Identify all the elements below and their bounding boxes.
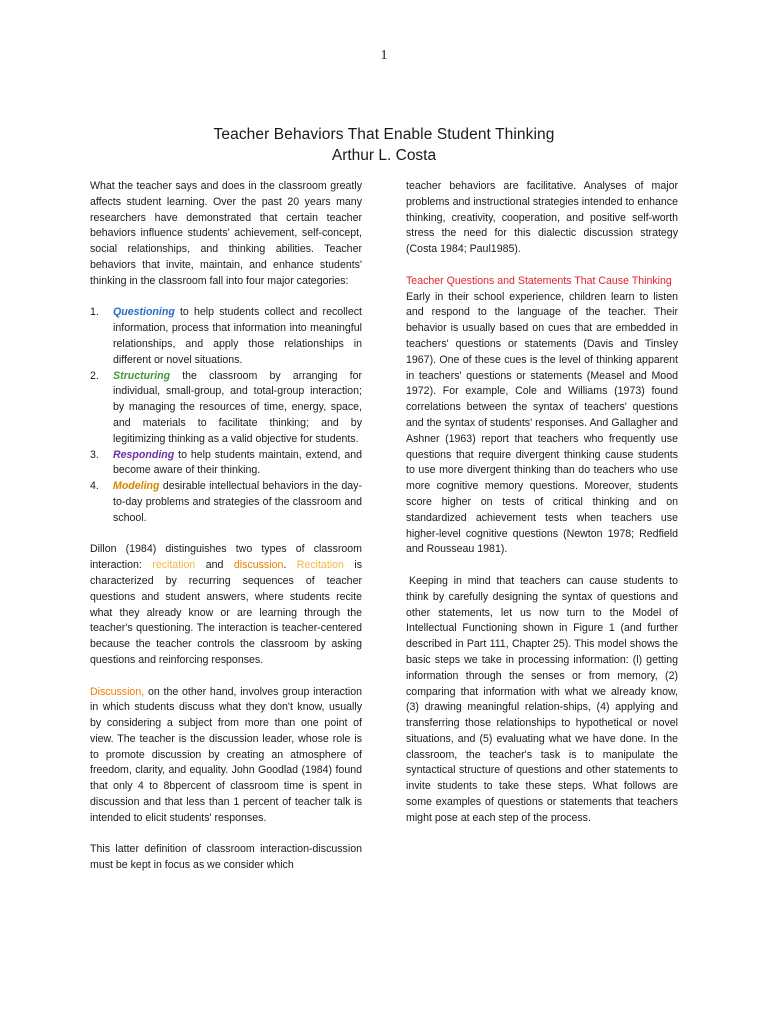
discussion-paragraph [90,685,362,827]
list-text: desirable intellectual behaviors in the day-to-day problems and strategies of the classroom and school. [113,480,362,524]
list-term-structuring: Structuring [113,369,171,382]
document-title: Teacher Behaviors That Enable Student Thinking [213,126,555,143]
term-discussion-2: Discussion, [90,685,145,698]
list-text: to help students maintain, extend, and become aware of their thinking. [113,448,362,477]
list-item [90,479,362,526]
list-text: to help students collect and recollect information, process that information into meaningful relationships, and apply those relationships in different or novel situations. [113,306,362,366]
section-heading: Teacher Questions and Statements That Cause Thinking [406,274,672,287]
term-discussion: discussion [233,559,284,572]
questions-paragraph: Early in their school experience, children learn to listen and respond to the language of the teacher. Their behavior is usually based on cues that are embedded in teachers' questions or statements (Davis and Tinsley 1967). One of these cues is the level of thinking apparent in teachers' questions or statements (Measel and Mood 1972). For example, Cole and Williams (1973) found correlations between the syntax of teachers' questions and the syntax of students' responses. And Gallagher and Ashner (1963) report that teachers who frequently use questions that require divergent thinking cause students to use more divergent thinking than do teachers who use more cognitive memory questions. Moreover, students score higher on tests of critical thinking and on standardized achievement tests when teachers use higher-level cognitive questions (Newton 1978; Redfield and Rousseau 1981). [406,290,678,556]
discussion-text: on the other hand, involves group interaction in which students discuss what they don't know, usually by considering a subject from more than one point of view. The teacher is the discussion leader, whose role is to promote discussion by creating an atmosphere of freedom, clarity, and equality. John Goodlad (1984) found that only 4 to 8bpercent of classroom time is spent in discussion and that less than 1 percent of teacher talk is intended to elicit students' responses. [90,685,362,824]
term-recitation-2: Recitation [296,559,344,572]
list-number: 1. [90,306,99,319]
continuation-paragraph: teacher behaviors are facilitative. Analyses of major problems and instructional strategies intended to enhance thinking, creativity, cooperation, and positive self-worth stress the need for this dialectic discussion strategy (Costa 1984; Paul1985). [406,180,678,256]
intro-paragraph: What the teacher says and does in the classroom greatly affects student learning. Over the past 20 years many researchers have demonstrated that certain teacher behaviors influence students' achievement, self-concept, social relationships, and thinking abilities. Teacher behaviors that invite, maintain, and enhance students' thinking in the classroom fall into four major categories: [90,180,362,287]
model-paragraph: Keeping in mind that teachers can cause students to think by carefully designing the syntax of questions and other statements, let us now turn to the Model of Intellectual Functioning shown in Figure 1 (and further described in Part 111, Chapter 25). This model shows the basic steps we take in processing information: (l) getting information through the senses or from memory, (2) comparing that information with what we already know, (3) drawing meaningful relation-ships, (4) applying and transferring those relationships to hypothetical or novel situations, and (5) evaluating what we have done. In the classroom, the teacher's task is to manipulate the syntactical structure of questions and other statements to invite students to take these steps. What follows are some examples of questions or statements that teachers might pose at each step of the process. [406,574,678,824]
list-term-responding: Responding [113,448,175,461]
document-author: Arthur L. Costa [331,147,437,164]
list-term-modeling: Modeling [113,480,160,493]
dillon-period: . [283,559,297,572]
dillon-text-2: is characterized by recurring sequences of teacher questions and student answers, where students recite what they already know or are learning through the teacher's questioning. The interaction is teacher-centered because the teacher controls the classroom by asking questions and reinforcing responses. [90,559,363,666]
list-item [90,369,362,448]
title-block [0,124,768,166]
categories-list [90,305,362,526]
list-term-questioning: Questioning [113,306,175,319]
list-item [90,305,362,368]
list-number: 4. [90,480,99,493]
latter-paragraph: This latter definition of classroom interaction-discussion must be kept in focus as we consider which [90,843,362,872]
page-number: 1 [380,48,388,63]
dillon-text: Dillon (1984) distinguishes two types of classroom interaction: [90,543,362,572]
list-item [90,448,362,480]
list-number: 3. [90,448,99,461]
dillon-and: and [195,559,234,572]
left-column [90,179,362,874]
dillon-paragraph [90,542,362,668]
list-text: the classroom by arranging for individual, small-group, and total-group interaction; by managing the resources of time, energy, space, and materials to facilitate thinking; and by legitimizing thinking as a valid objective for students. [113,369,362,445]
right-column [406,179,678,827]
list-number: 2. [90,369,99,382]
term-recitation: recitation [152,559,196,572]
